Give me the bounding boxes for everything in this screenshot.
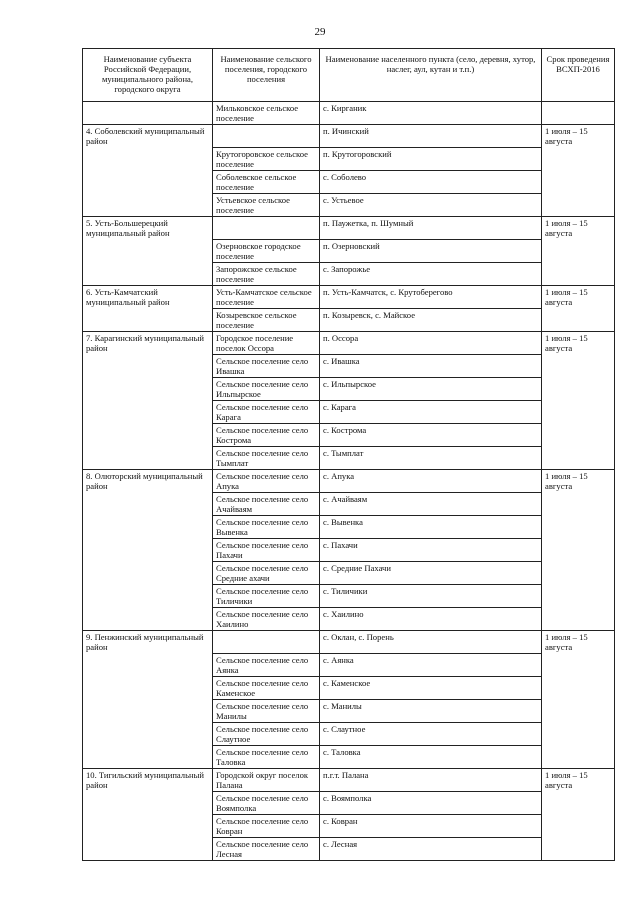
region-name [83,102,213,125]
settlement-name [213,217,320,240]
locality-name: п. Крутогоровский [320,148,542,171]
locality-name: п. Озерновский [320,240,542,263]
settlement-name [213,125,320,148]
settlement-name: Мильковское сельское поселение [213,102,320,125]
locality-name: п. Ичинский [320,125,542,148]
region-name: 9. Пенжинский муниципальный район [83,631,213,769]
locality-name: с. Кострома [320,424,542,447]
locality-name: с. Вывенка [320,516,542,539]
settlement-name: Сельское поселение село Таловка [213,746,320,769]
locality-name: с. Тымплат [320,447,542,470]
page-number: 29 [314,26,326,38]
settlement-name: Сельское поселение село Ковран [213,815,320,838]
settlement-name: Сельское поселение село Ильпырское [213,378,320,401]
table-row [83,769,615,792]
table-row [83,102,615,125]
settlement-name: Сельское поселение село Апука [213,470,320,493]
census-term: 1 июля – 15 августа [542,332,615,470]
settlement-name: Сельское поселение село Карага [213,401,320,424]
settlement-name: Козыревское сельское поселение [213,309,320,332]
settlement-name: Сельское поселение село Лесная [213,838,320,861]
header-settlement: Наименование сельского поселения, городского поселения [213,49,320,102]
settlement-name: Сельское поселение село Средние ахачи [213,562,320,585]
region-name: 7. Карагинский муниципальный район [83,332,213,470]
table-row [83,125,615,148]
settlement-name: Усть-Камчатское сельское поселение [213,286,320,309]
settlement-name: Сельское поселение село Вывенка [213,516,320,539]
locality-name: с. Хаилино [320,608,542,631]
census-term [542,102,615,125]
census-term: 1 июля – 15 августа [542,631,615,769]
table-row [83,631,615,654]
table-row [83,217,615,240]
locality-name: п. Козыревск, с. Майское [320,309,542,332]
settlement-name: Городское поселение поселок Оссора [213,332,320,355]
locality-name: с. Манилы [320,700,542,723]
region-name: 5. Усть-Большерецкий муниципальный район [83,217,213,286]
locality-name: с. Аянка [320,654,542,677]
settlement-name: Сельское поселение село Каменское [213,677,320,700]
region-name: 8. Олюторский муниципальный район [83,470,213,631]
settlement-name: Сельское поселение село Воямполка [213,792,320,815]
locality-name: с. Каменское [320,677,542,700]
settlement-name: Крутогоровское сельское поселение [213,148,320,171]
settlement-name: Сельское поселение село Манилы [213,700,320,723]
header-subject: Наименование субъекта Российской Федерации, муниципального района, городского округа [83,49,213,102]
table-row [83,286,615,309]
census-term: 1 июля – 15 августа [542,217,615,286]
census-schedule-table [82,48,615,861]
locality-name: с. Ивашка [320,355,542,378]
locality-name: с. Тиличики [320,585,542,608]
header-locality: Наименование населенного пункта (село, деревня, хутор, наслег, аул, кутан и т.п.) [320,49,542,102]
settlement-name: Сельское поселение село Слаутное [213,723,320,746]
census-term: 1 июля – 15 августа [542,286,615,332]
region-name: 4. Соболевский муниципальный район [83,125,213,217]
locality-name: с. Кирганик [320,102,542,125]
settlement-name: Запорожское сельское поселение [213,263,320,286]
census-term: 1 июля – 15 августа [542,470,615,631]
header-term: Срок проведения ВСХП-2016 [542,49,615,102]
settlement-name: Сельское поселение село Тымплат [213,447,320,470]
census-term: 1 июля – 15 августа [542,769,615,861]
settlement-name: Сельское поселение село Пахачи [213,539,320,562]
table-row [83,470,615,493]
locality-name: с. Апука [320,470,542,493]
settlement-name: Сельское поселение село Тиличики [213,585,320,608]
census-term: 1 июля – 15 августа [542,125,615,217]
locality-name: с. Карага [320,401,542,424]
locality-name: с. Ильпырское [320,378,542,401]
locality-name: с. Оклан, с. Порень [320,631,542,654]
settlement-name: Озерновское городское поселение [213,240,320,263]
settlement-name [213,631,320,654]
locality-name: с. Устьевое [320,194,542,217]
table-header-row [83,49,615,102]
settlement-name: Сельское поселение село Кострома [213,424,320,447]
region-name: 10. Тигильский муниципальный район [83,769,213,861]
region-name: 6. Усть-Камчатский муниципальный район [83,286,213,332]
settlement-name: Сельское поселение село Аянка [213,654,320,677]
locality-name: с. Лесная [320,838,542,861]
locality-name: с. Таловка [320,746,542,769]
settlement-name: Городской округ поселок Палана [213,769,320,792]
settlement-name: Устьевское сельское поселение [213,194,320,217]
locality-name: с. Ачайваям [320,493,542,516]
locality-name: п.г.т. Палана [320,769,542,792]
locality-name: с. Пахачи [320,539,542,562]
locality-name: п. Оссора [320,332,542,355]
settlement-name: Сельское поселение село Хаилино [213,608,320,631]
locality-name: с. Ковран [320,815,542,838]
table-body [83,102,615,861]
table-row [83,332,615,355]
locality-name: с. Запорожье [320,263,542,286]
settlement-name: Сельское поселение село Ачайваям [213,493,320,516]
locality-name: с. Средние Пахачи [320,562,542,585]
locality-name: п. Усть-Камчатск, с. Крутоберегово [320,286,542,309]
locality-name: п. Паужетка, п. Шумный [320,217,542,240]
settlement-name: Соболевское сельское поселение [213,171,320,194]
locality-name: с. Воямполка [320,792,542,815]
settlement-name: Сельское поселение село Ивашка [213,355,320,378]
locality-name: с. Слаутное [320,723,542,746]
locality-name: с. Соболево [320,171,542,194]
